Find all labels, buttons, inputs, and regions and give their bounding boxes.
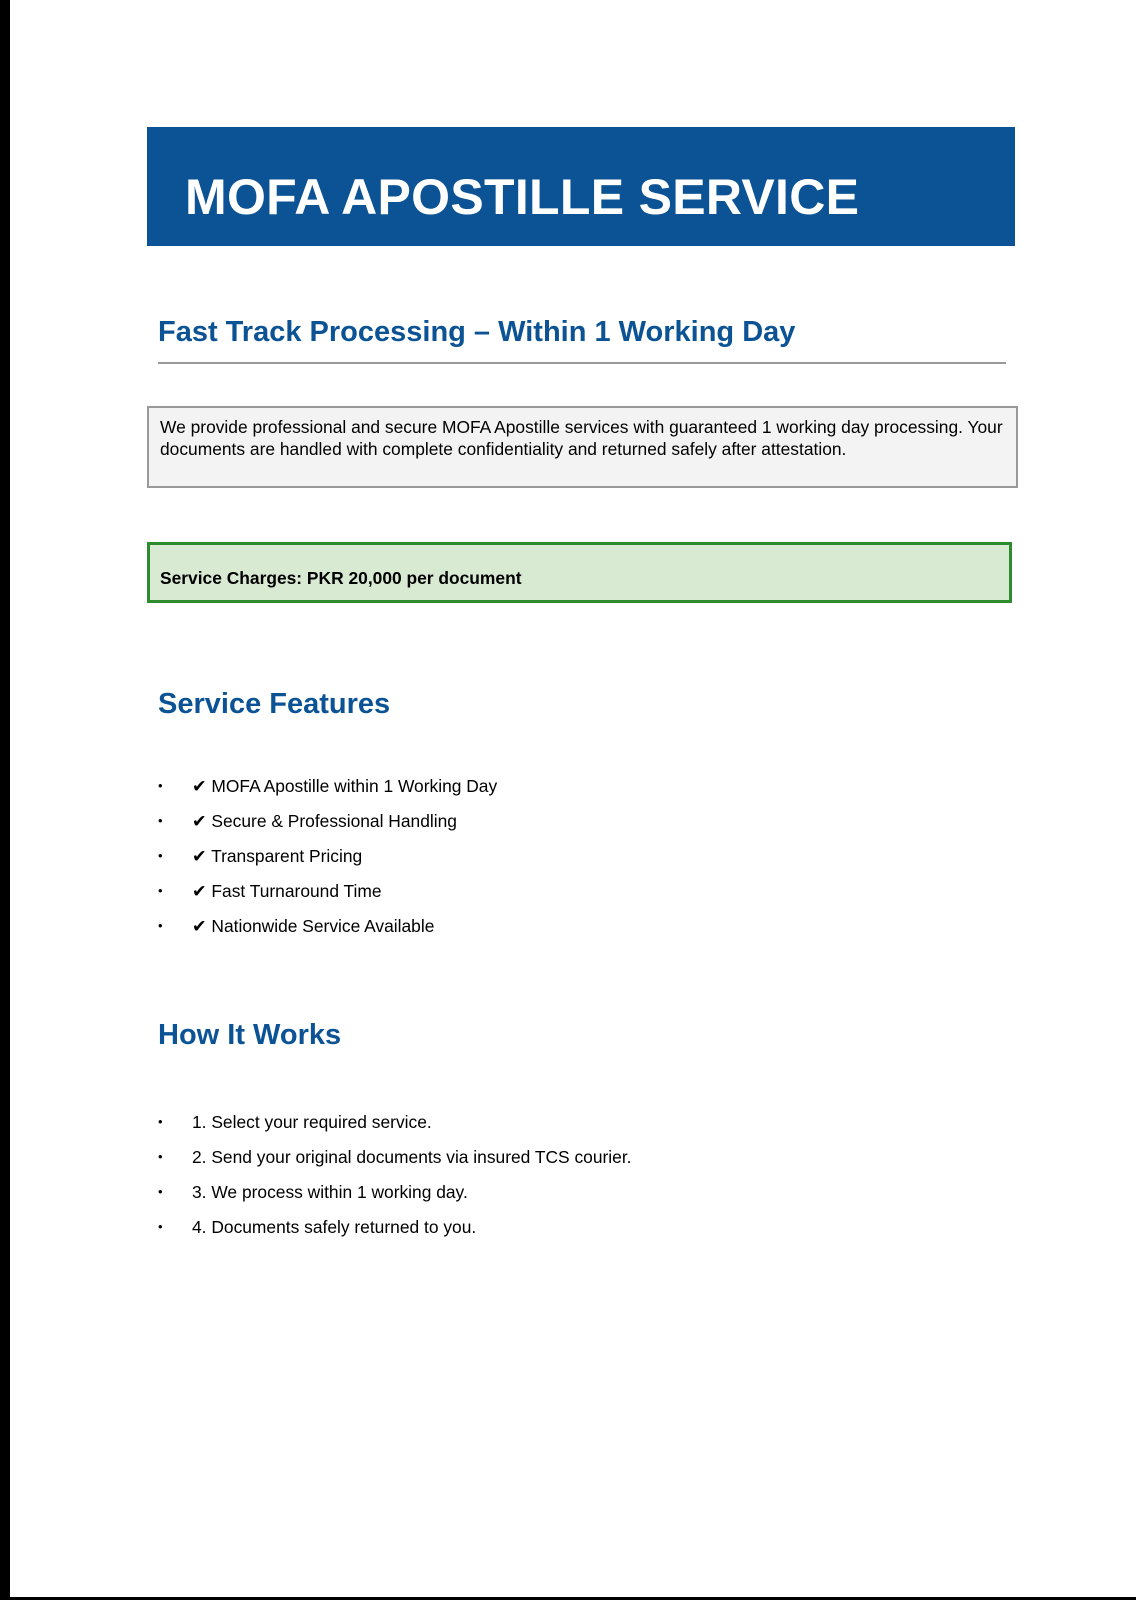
feature-text: ✔ Secure & Professional Handling <box>192 811 457 831</box>
bullet-icon: • <box>158 813 163 828</box>
service-features-heading: Service Features <box>158 688 391 720</box>
document-page <box>10 0 1136 1597</box>
service-charges-text: Service Charges: PKR 20,000 per document <box>160 568 522 588</box>
feature-text: ✔ Transparent Pricing <box>192 846 363 866</box>
feature-text: ✔ Fast Turnaround Time <box>192 881 382 901</box>
bullet-icon: • <box>158 848 163 863</box>
feature-text: ✔ Nationwide Service Available <box>192 916 435 936</box>
bullet-icon: • <box>158 778 163 793</box>
title-banner <box>147 127 1015 246</box>
bullet-icon: • <box>158 1184 163 1199</box>
how-it-works-heading: How It Works <box>158 1019 342 1051</box>
step-text: 2. Send your original documents via insured TCS courier. <box>192 1147 632 1167</box>
bullet-icon: • <box>158 1149 163 1164</box>
intro-box <box>147 406 1018 488</box>
subtitle-heading: Fast Track Processing – Within 1 Working Day <box>158 316 796 348</box>
step-text: 4. Documents safely returned to you. <box>192 1217 477 1237</box>
service-charges-box <box>147 542 1012 603</box>
bullet-icon: • <box>158 918 163 933</box>
bullet-icon: • <box>158 1114 163 1129</box>
bullet-icon: • <box>158 883 163 898</box>
step-text: 3. We process within 1 working day. <box>192 1182 468 1202</box>
intro-text: We provide professional and secure MOFA Apostille services with guaranteed 1 working day processing. Your documents are handled with complete confidentiality and returned safely after attestation. <box>160 417 1003 459</box>
bullet-icon: • <box>158 1219 163 1234</box>
step-text: 1. Select your required service. <box>192 1112 432 1132</box>
subtitle-divider <box>158 362 1006 364</box>
page-title: MOFA APOSTILLE SERVICE <box>185 169 860 225</box>
feature-text: ✔ MOFA Apostille within 1 Working Day <box>192 776 498 796</box>
